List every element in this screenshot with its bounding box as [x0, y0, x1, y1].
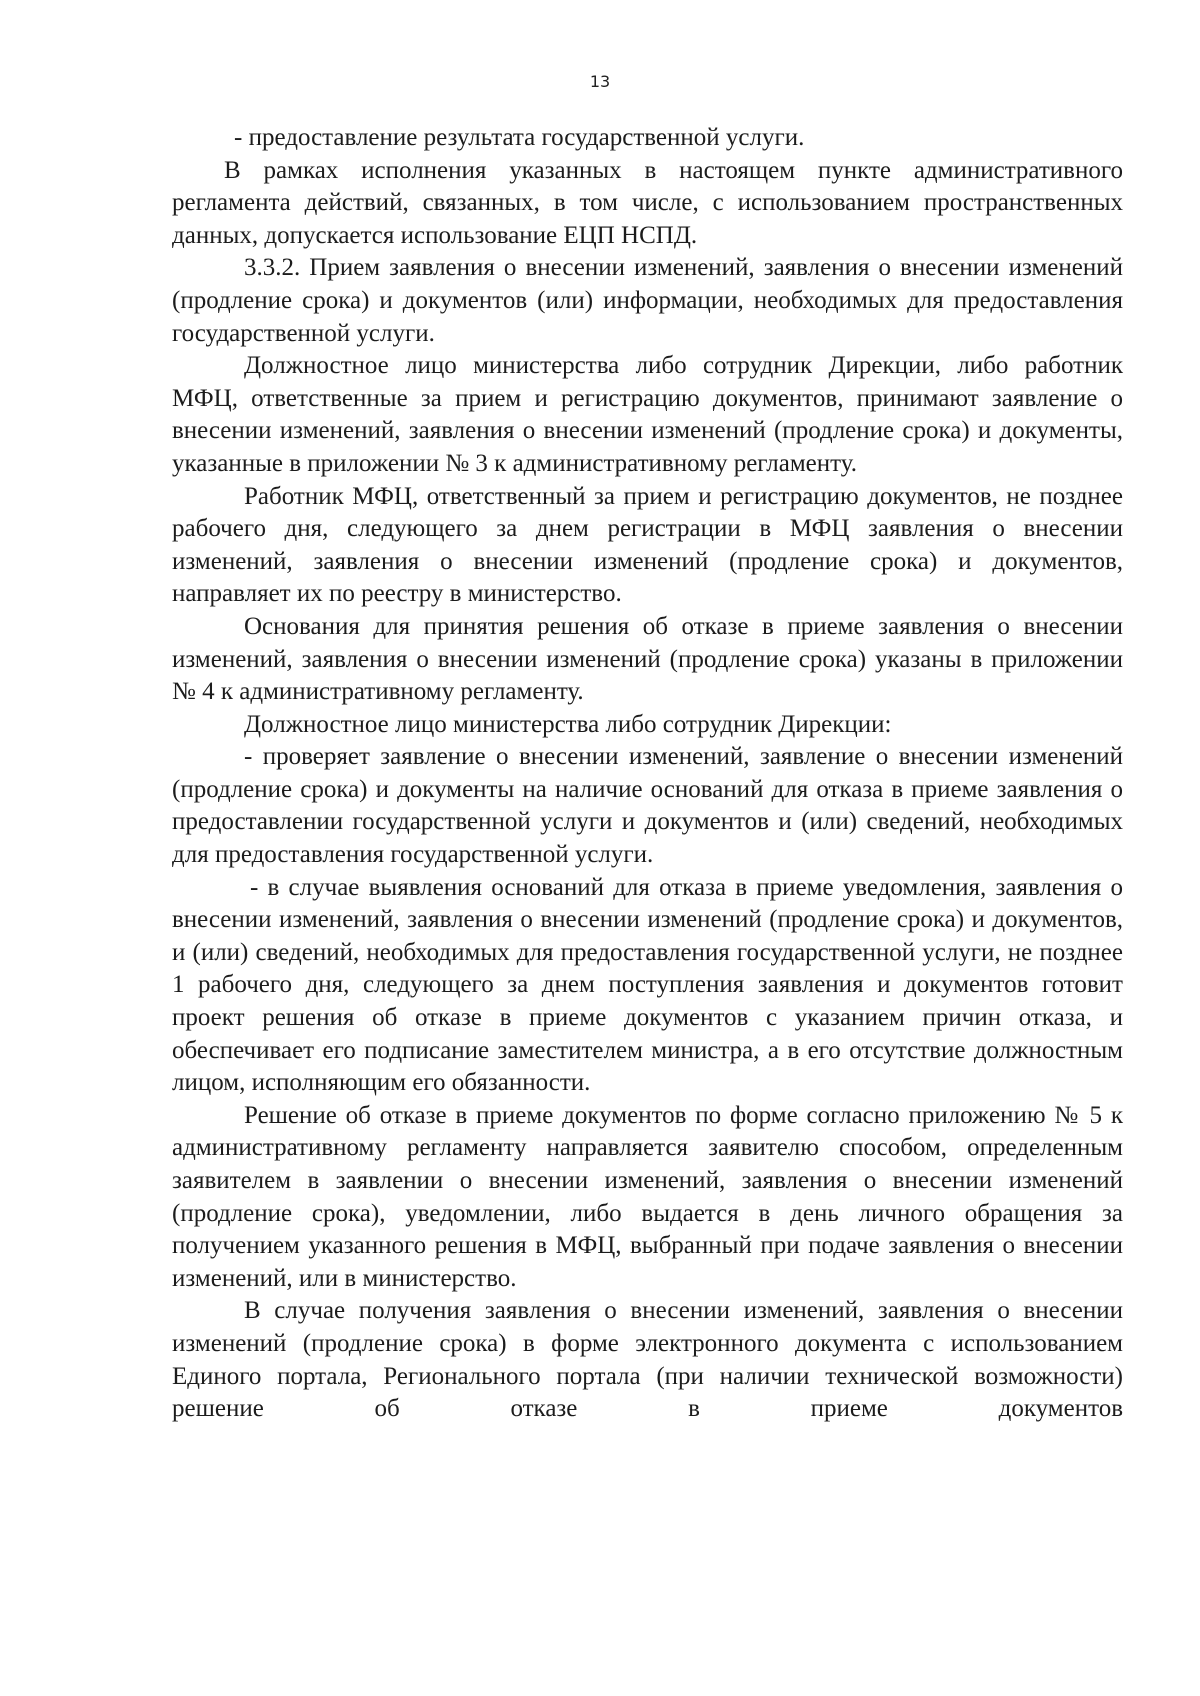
paragraph-official-accepts: Должностное лицо министерства либо сотрудник Дирекции, либо работник МФЦ, ответственные за прием и регистрацию документов, принимают заявление о внесении изменений, заявления о внесении изменений (продление срока) и документы, указанные в приложении № 3 к административному регламенту. [172, 352, 1123, 477]
paragraph-spatial-data: В рамках исполнения указанных в настоящем пункте административного регламента действий, связанных, в том числе, с использованием пространственных данных, допускается использование ЕЦП НСПД. [172, 156, 1123, 249]
paragraph-refusal-decision: Решение об отказе в приеме документов по форме согласно приложению № 5 к административному регламенту направляется заявителю способом, определенным заявителем в заявлении о внесении изменений, заявления о внесении изменений (продление срока), уведомлении, либо выдается в день личного обращения за получением указанного решения в МФЦ, выбранный при подаче заявления о внесении изменений, или в министерство. [172, 1101, 1123, 1292]
paragraph-checks-application: - проверяет заявление о внесении изменений, заявление о внесении изменений (продление срока) и документы на наличие оснований для отказа в приеме заявления о предоставлении государственной услуги и документов и (или) сведений, необходимых для предоставления государственной услуги. [172, 743, 1123, 869]
paragraph-mfc-worker: Работник МФЦ, ответственный за прием и регистрацию документов, не позднее рабочего дня, следующего за днем регистрации в МФЦ заявления о внесении изменений, заявления о внесении изменений (продление срока) и документов, направляет их по реестру в министерство. [172, 482, 1123, 608]
paragraph-official-heading: Должностное лицо министерства либо сотрудник Дирекции: [244, 710, 892, 738]
document-body [172, 122, 1123, 1426]
paragraph-result-provision: - предоставление результата государственной услуги. [234, 124, 805, 151]
paragraph-refusal-grounds: Основания для принятия решения об отказе в приеме заявления о внесении изменений, заявления о внесении изменений (продление срока) указаны в приложении № 4 к административному регламенту. [172, 612, 1123, 706]
paragraph-section-3-3-2: 3.3.2. Прием заявления о внесении изменений, заявления о внесении изменений (продление срока) и документов (или) информации, необходимых для предоставления государственной услуги. [172, 254, 1123, 347]
paragraph-refusal-draft: - в случае выявления оснований для отказа в приеме уведомления, заявления о внесении изменений, заявления о внесении изменений (продление срока) и документов, и (или) сведений, необходимых для предоставления государственной услуги, не позднее 1 рабочего дня, следующего за днем поступления заявления и документов готовит проект решения об отказе в приеме документов с указанием причин отказа, и обеспечивает его подписание заместителем министра, а в его отсутствие должностным лицом, исполняющим его обязанности. [172, 873, 1123, 1097]
page-number: 13 [589, 72, 611, 91]
paragraph-electronic-application: В случае получения заявления о внесении изменений, заявления о внесении изменений (продление срока) в форме электронного документа с использованием Единого портала, Регионального портала (при наличии технической возможности) решение об отказе в приеме документов [172, 1297, 1123, 1423]
